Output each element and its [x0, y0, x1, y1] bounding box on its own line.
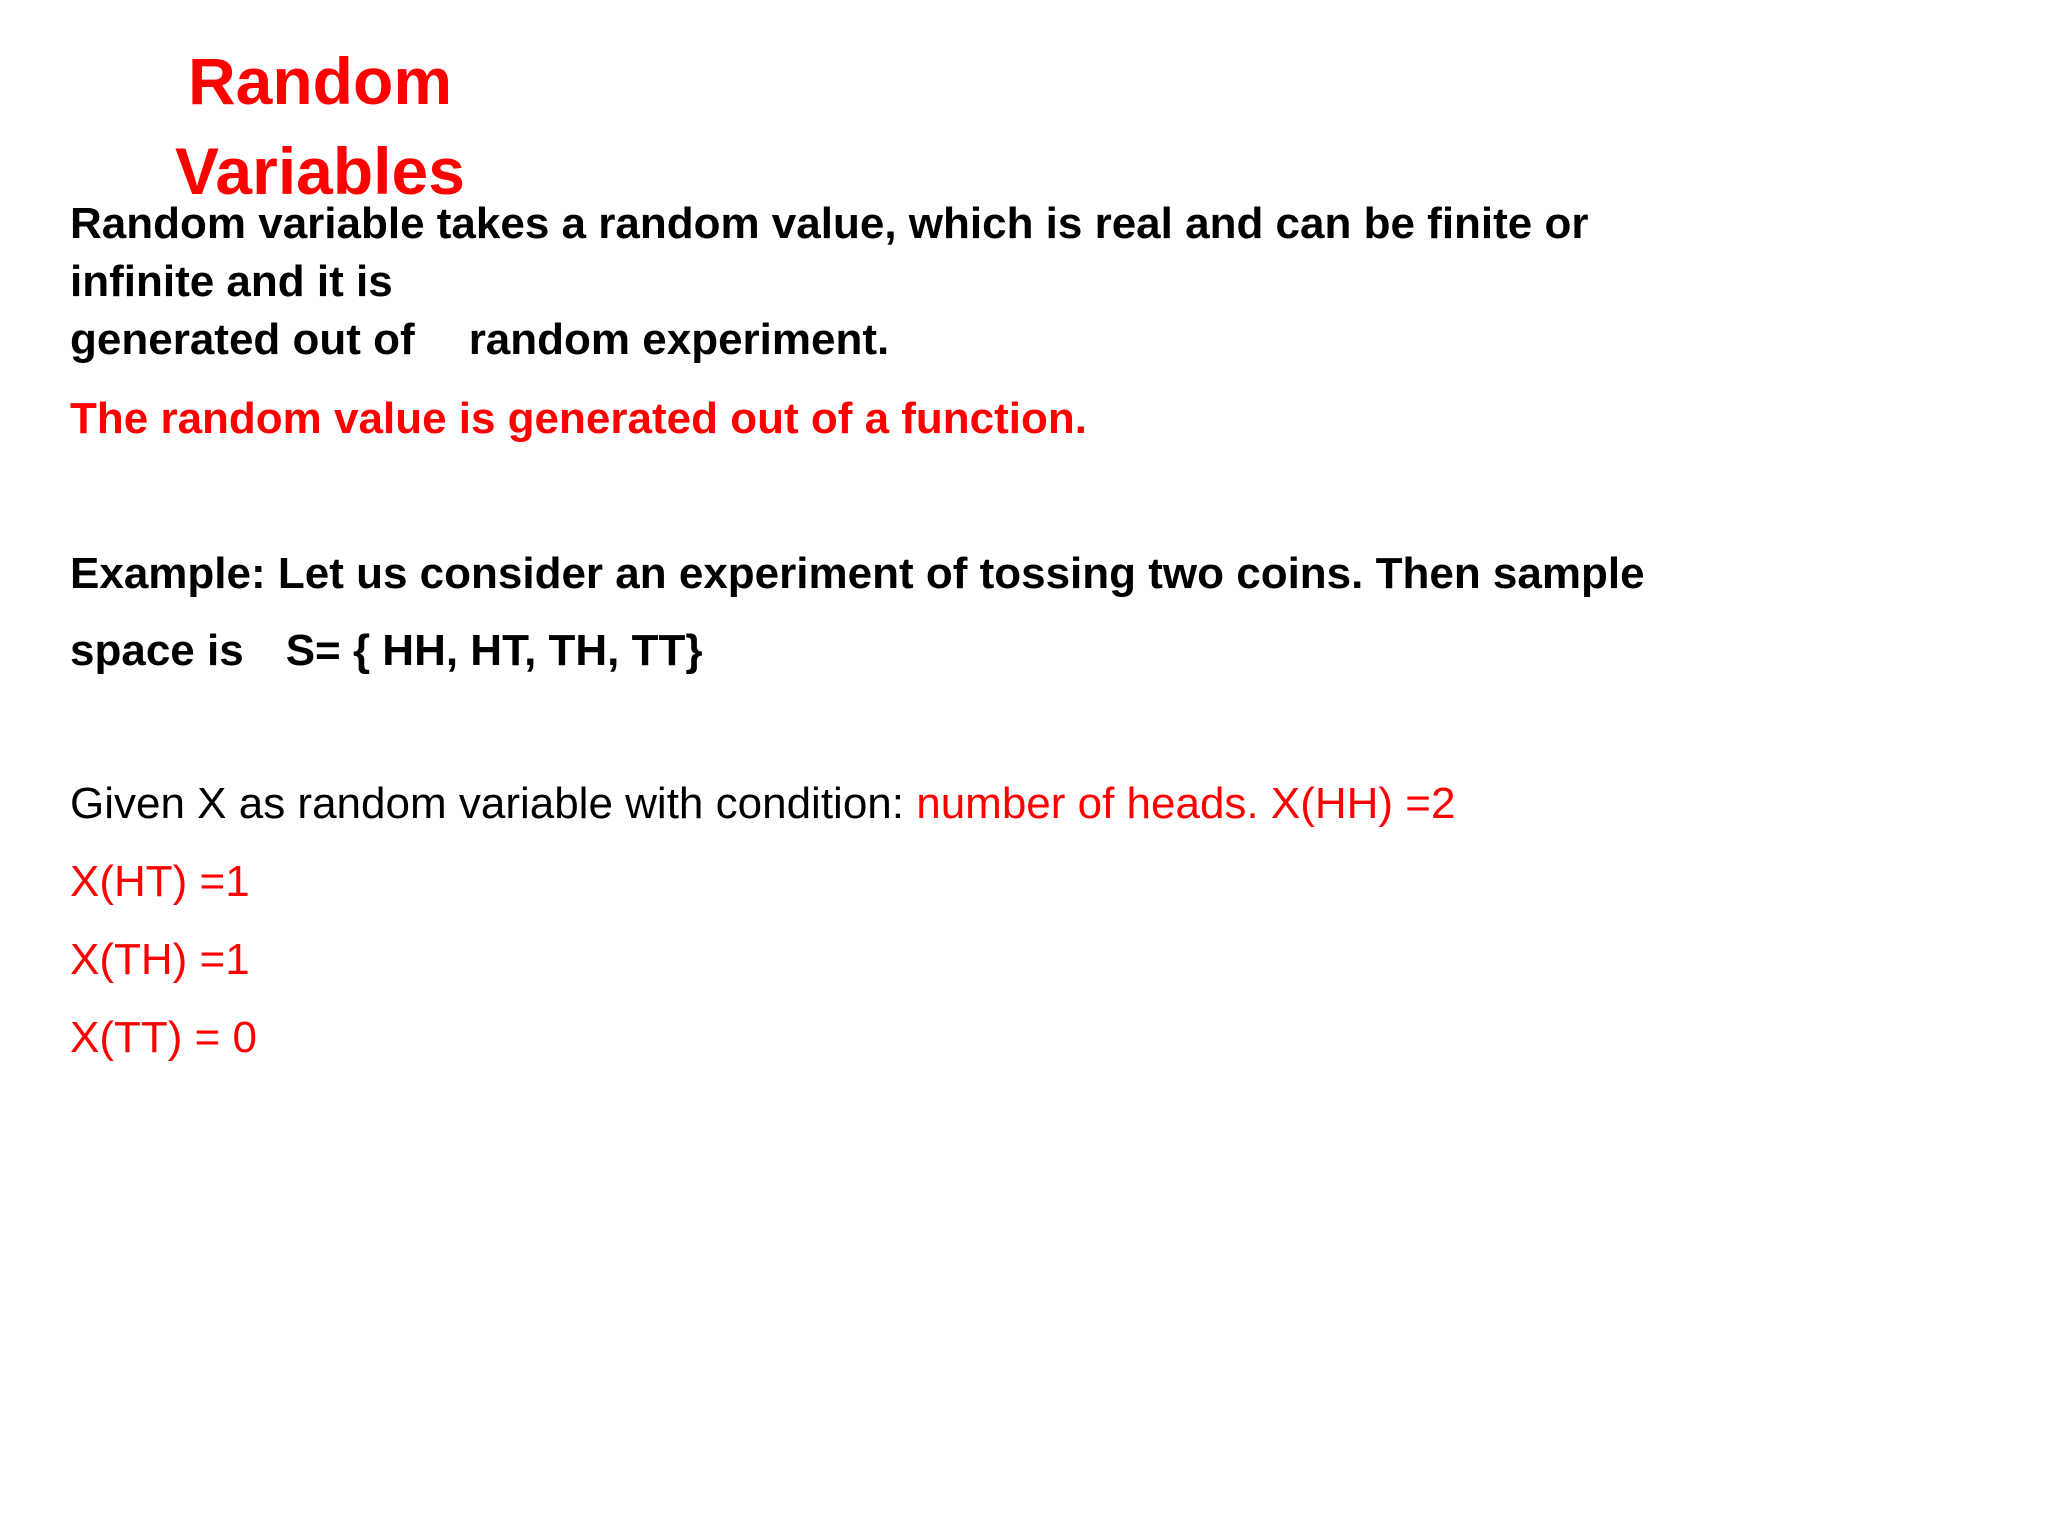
slide-title-line-2: Variables [175, 134, 465, 208]
example-line-2 [70, 622, 703, 680]
definition-line-3 [70, 311, 889, 369]
value-tt: X(TT) = 0 [70, 1013, 258, 1062]
definition-line-1: Random variable takes a random value, which is real and can be finite or [70, 199, 1589, 248]
slide-title [150, 36, 490, 216]
definition-line-2: infinite and it is [70, 257, 393, 306]
definition-line-3-start: generated out of [70, 315, 415, 364]
function-note: The random value is generated out of a function. [70, 394, 1088, 443]
given-prefix: Given X as random variable with condition: [70, 779, 917, 828]
given-line [70, 775, 1455, 833]
value-ht: X(HT) =1 [70, 857, 250, 906]
example-line-1: Example: Let us consider an experiment of tossing two coins. Then sample [70, 549, 1645, 598]
sample-space: S= { HH, HT, TH, TT} [285, 626, 703, 675]
value-th: X(TH) =1 [70, 935, 250, 984]
example-line-2-start: space is [70, 626, 244, 675]
definition-line-3-end: random experiment. [468, 315, 890, 364]
given-condition: number of heads. X(HH) =2 [916, 779, 1456, 828]
slide-title-line-1: Random [188, 44, 452, 118]
